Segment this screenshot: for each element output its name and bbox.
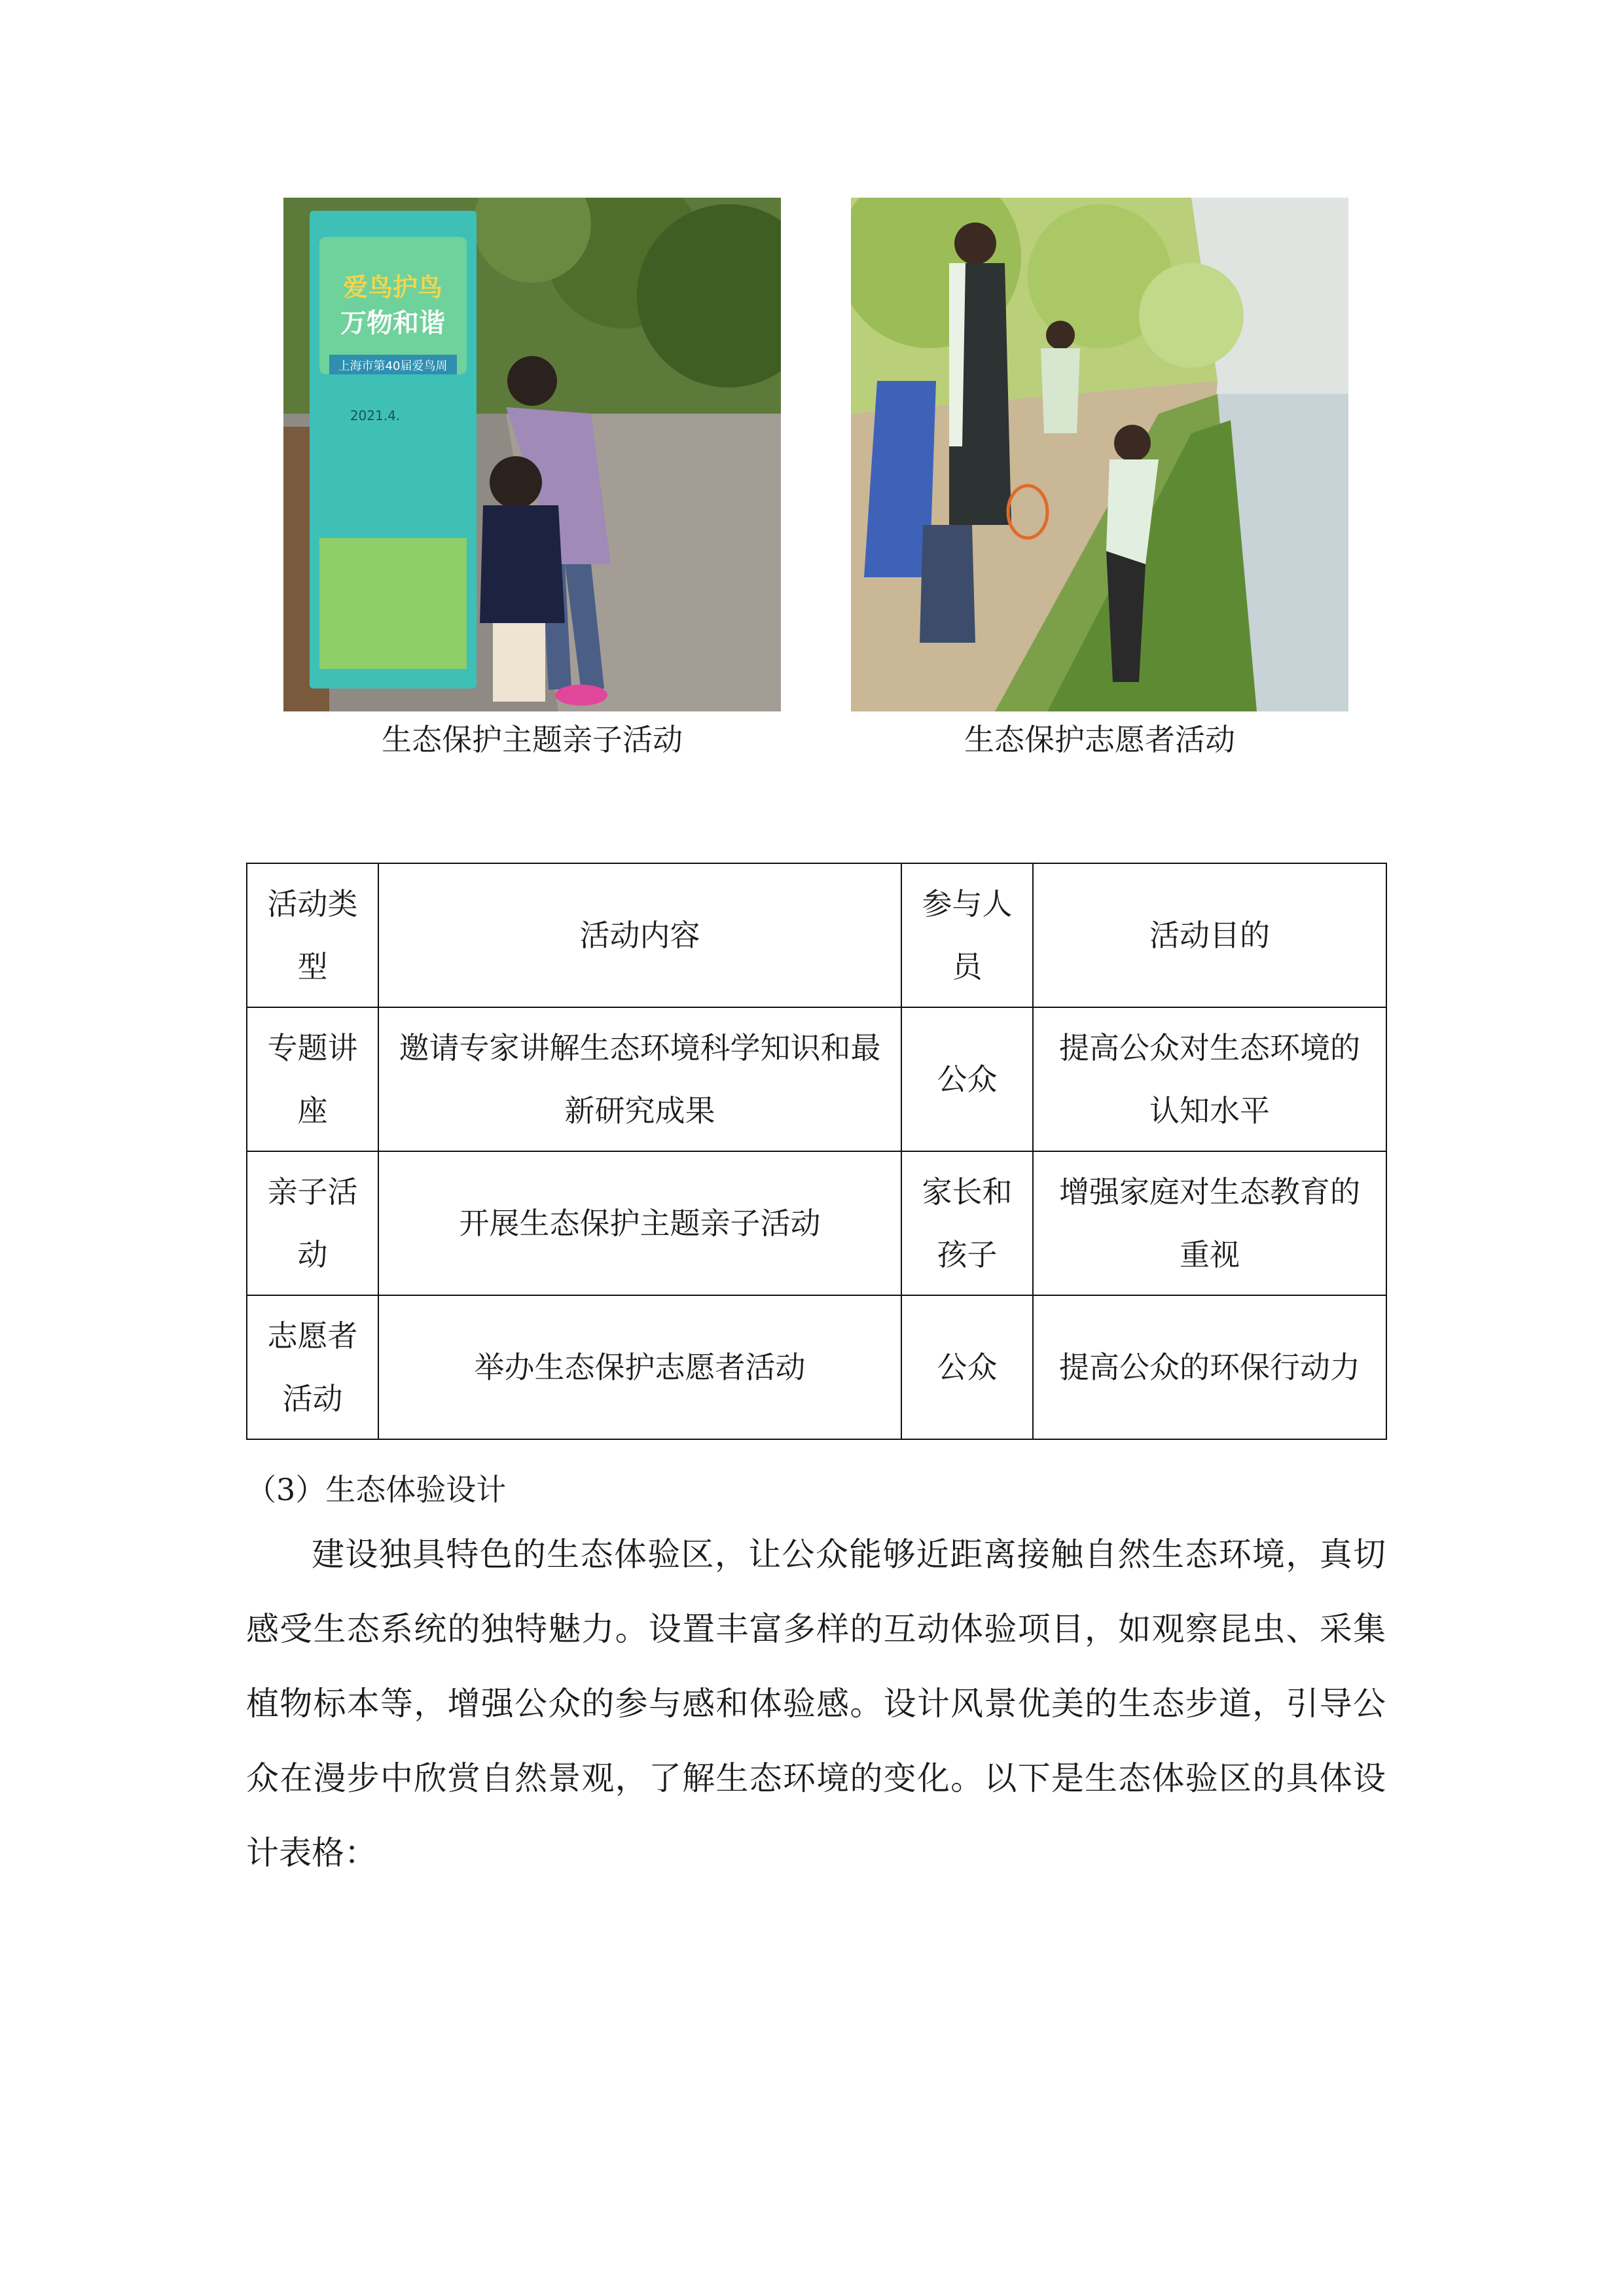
header-activity-type: 活动类型 <box>247 863 378 1007</box>
cell-participants: 公众 <box>901 1295 1033 1439</box>
figure-caption-parent-child: 生态保护主题亲子活动 <box>382 722 683 757</box>
table-row <box>247 1007 1386 1151</box>
banner-title-2: 万物和谐 <box>340 308 445 338</box>
cell-purpose: 增强家庭对生态教育的重视 <box>1033 1151 1386 1295</box>
cell-content: 举办生态保护志愿者活动 <box>378 1295 901 1439</box>
cell-participants: 公众 <box>901 1007 1033 1151</box>
banner-date: 2021.4. <box>350 408 401 423</box>
cell-purpose: 提高公众对生态环境的认知水平 <box>1033 1007 1386 1151</box>
parent-child-activity-photo <box>283 198 781 711</box>
header-participants: 参与人员 <box>901 863 1033 1007</box>
cell-type: 志愿者活动 <box>247 1295 378 1439</box>
figure-caption-volunteer: 生态保护志愿者活动 <box>964 722 1235 757</box>
banner-subtitle: 上海市第40届爱鸟周 <box>338 359 448 373</box>
table-header-row <box>247 863 1386 1007</box>
cell-type: 亲子活动 <box>247 1151 378 1295</box>
banner-title-1: 爱鸟护鸟 <box>342 273 443 302</box>
cell-type: 专题讲座 <box>247 1007 378 1151</box>
table-row <box>247 1295 1386 1439</box>
volunteer-activity-photo <box>851 198 1348 711</box>
header-activity-content: 活动内容 <box>378 863 901 1007</box>
cell-content: 开展生态保护主题亲子活动 <box>378 1151 901 1295</box>
cell-participants: 家长和孩子 <box>901 1151 1033 1295</box>
table-row <box>247 1151 1386 1295</box>
cell-content: 邀请专家讲解生态环境科学知识和最新研究成果 <box>378 1007 901 1151</box>
cell-purpose: 提高公众的环保行动力 <box>1033 1295 1386 1439</box>
section-paragraph: 建设独具特色的生态体验区，让公众能够近距离接触自然生态环境，真切感受生态系统的独特魅力。设置丰富多样的互动体验项目，如观察昆虫、采集植物标本等，增强公众的参与感和体验感。设计风景优美的生态步道，引导公众在漫步中欣赏自然景观，了解生态环境的变化。以下是生态体验区的具体设计表格： <box>246 1535 1386 1872</box>
activity-table <box>246 863 1387 1440</box>
header-activity-purpose: 活动目的 <box>1033 863 1386 1007</box>
section-heading: （3）生态体验设计 <box>246 1472 507 1507</box>
